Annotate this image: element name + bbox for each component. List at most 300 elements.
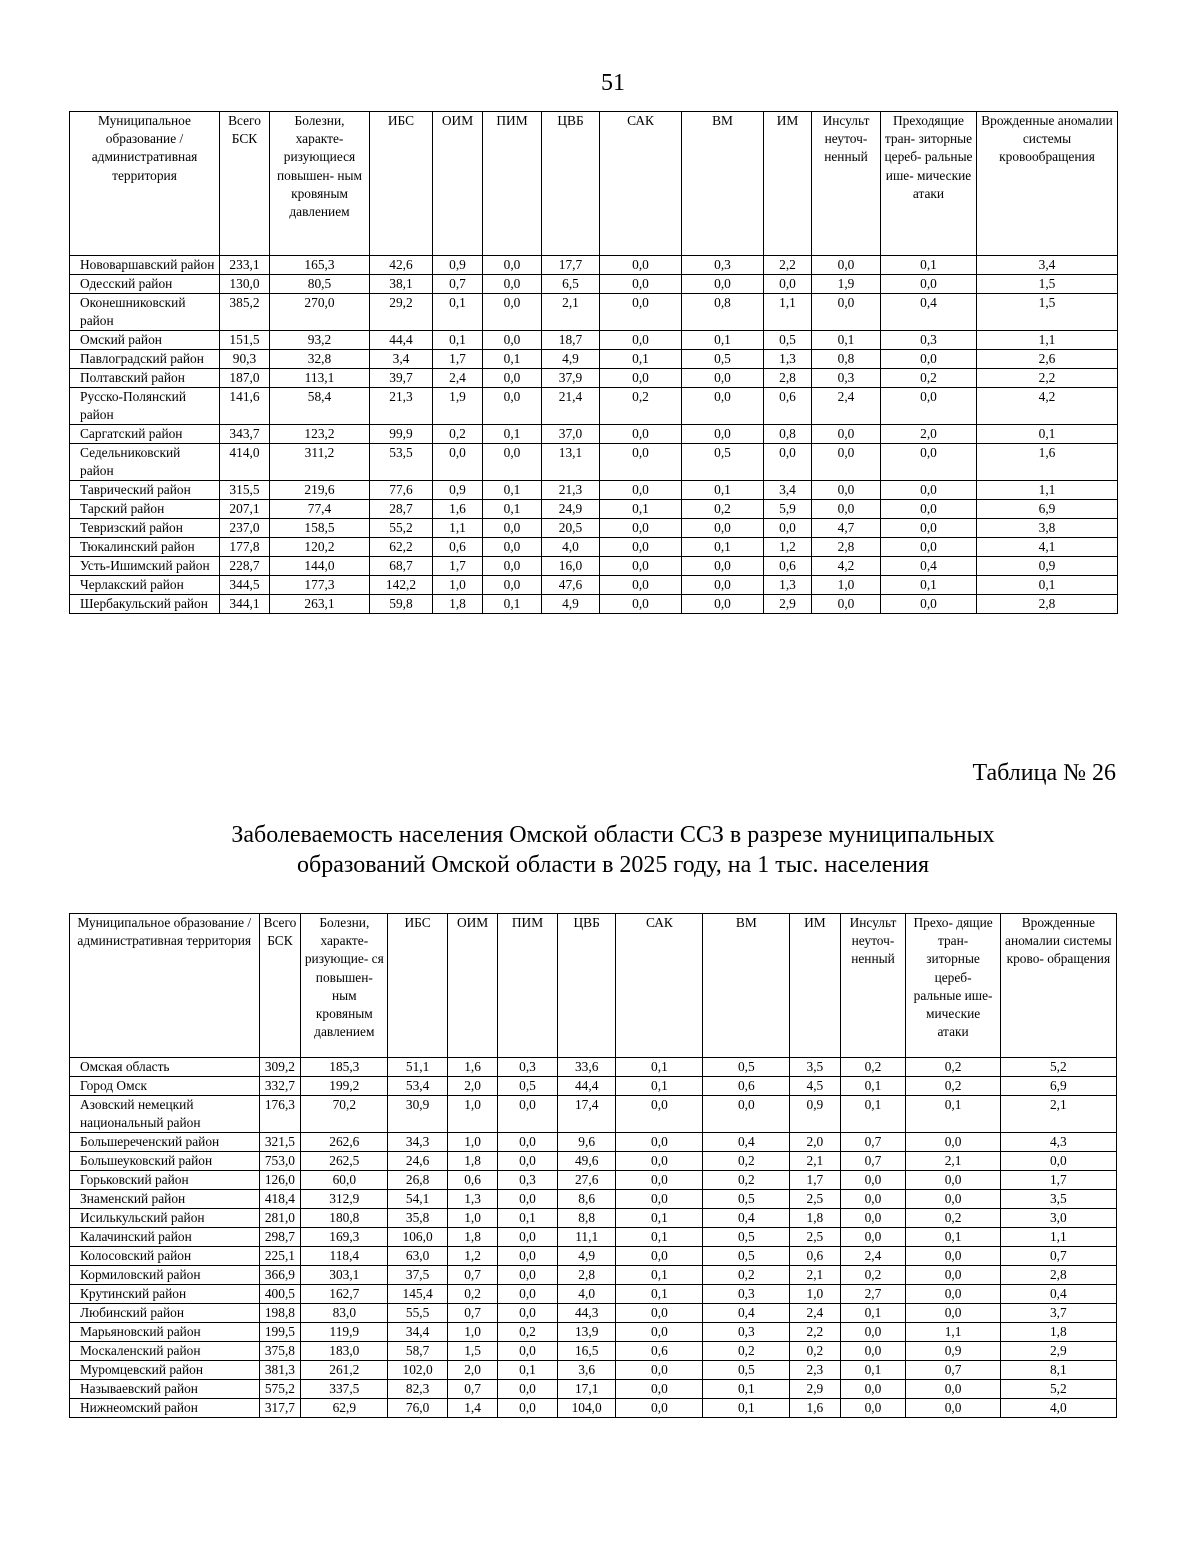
table-cell: 0,7 — [447, 1380, 497, 1399]
table-cell: 177,3 — [270, 576, 370, 595]
row-territory-name: Называевский район — [70, 1380, 260, 1399]
table-row — [70, 369, 1118, 388]
table-cell: 1,0 — [447, 1209, 497, 1228]
table-cell: 28,7 — [370, 500, 433, 519]
table-cell: 0,3 — [881, 331, 977, 350]
column-header: Прехо- дящие тран- зиторные цереб- ральные ише- мические атаки — [906, 914, 1000, 1058]
table-cell: 0,0 — [682, 388, 764, 425]
table-cell: 263,1 — [270, 595, 370, 614]
table-row — [70, 350, 1118, 369]
column-header: ЦВБ — [557, 914, 616, 1058]
table-cell: 0,0 — [600, 331, 682, 350]
table-cell: 2,0 — [790, 1133, 840, 1152]
table-cell: 270,0 — [270, 294, 370, 331]
table-cell: 0,7 — [447, 1266, 497, 1285]
table-cell: 102,0 — [388, 1361, 448, 1380]
table-cell: 0,0 — [703, 1096, 790, 1133]
table-cell: 0,0 — [906, 1266, 1000, 1285]
column-header: Болезни, характе- ризующиеся повышен- ным кровяным давлением — [270, 112, 370, 256]
table-cell: 0,0 — [616, 1133, 703, 1152]
table-cell: 0,1 — [812, 331, 881, 350]
table-cell: 0,0 — [600, 519, 682, 538]
table-cell: 26,8 — [388, 1171, 448, 1190]
table-cell: 0,0 — [498, 1247, 558, 1266]
table-cell: 6,9 — [977, 500, 1118, 519]
table-cell: 0,6 — [703, 1077, 790, 1096]
table-row — [70, 1152, 1117, 1171]
table-cell: 2,9 — [764, 595, 812, 614]
table-row — [70, 538, 1118, 557]
table-cell: 34,3 — [388, 1133, 448, 1152]
table-row — [70, 576, 1118, 595]
table-cell: 0,0 — [764, 275, 812, 294]
table-cell: 317,7 — [259, 1399, 301, 1418]
table-cell: 337,5 — [301, 1380, 388, 1399]
incidence-table-26 — [69, 913, 1117, 1418]
table-cell: 0,0 — [616, 1190, 703, 1209]
table-row — [70, 595, 1118, 614]
row-territory-name: Полтавский район — [70, 369, 220, 388]
table-cell: 1,8 — [447, 1228, 497, 1247]
table-cell: 130,0 — [220, 275, 270, 294]
table-row — [70, 1399, 1117, 1418]
table-cell: 0,1 — [840, 1304, 906, 1323]
table-cell: 1,2 — [447, 1247, 497, 1266]
table-cell: 366,9 — [259, 1266, 301, 1285]
table-cell: 0,0 — [812, 425, 881, 444]
table-cell: 298,7 — [259, 1228, 301, 1247]
table-cell: 0,3 — [703, 1285, 790, 1304]
table-cell: 1,7 — [433, 557, 483, 576]
table-cell: 0,1 — [483, 425, 542, 444]
table-cell: 0,0 — [840, 1380, 906, 1399]
table-cell: 418,4 — [259, 1190, 301, 1209]
table-header-row — [70, 914, 1117, 1058]
table-cell: 2,4 — [790, 1304, 840, 1323]
table-cell: 2,1 — [542, 294, 600, 331]
table-cell: 0,0 — [881, 538, 977, 557]
table-cell: 0,0 — [812, 294, 881, 331]
column-header: Муниципальное образование / административная территория — [70, 914, 260, 1058]
table-cell: 53,5 — [370, 444, 433, 481]
table-cell: 1,1 — [977, 331, 1118, 350]
table-cell: 34,4 — [388, 1323, 448, 1342]
table-row — [70, 1190, 1117, 1209]
column-header: САК — [600, 112, 682, 256]
table-cell: 0,0 — [812, 500, 881, 519]
table-cell: 0,0 — [498, 1190, 558, 1209]
table-cell: 199,2 — [301, 1077, 388, 1096]
table-cell: 2,1 — [1000, 1096, 1116, 1133]
table-cell: 0,3 — [498, 1171, 558, 1190]
column-header: Муниципальное образование / административная территория — [70, 112, 220, 256]
table-cell: 0,1 — [906, 1096, 1000, 1133]
table-cell: 1,9 — [433, 388, 483, 425]
row-territory-name: Русско-Полянский район — [70, 388, 220, 425]
table-cell: 1,1 — [764, 294, 812, 331]
table-cell: 261,2 — [301, 1361, 388, 1380]
table-cell: 24,9 — [542, 500, 600, 519]
table-cell: 0,0 — [498, 1266, 558, 1285]
table-cell: 385,2 — [220, 294, 270, 331]
table-cell: 2,1 — [790, 1266, 840, 1285]
table-cell: 1,0 — [433, 576, 483, 595]
table-cell: 0,1 — [616, 1058, 703, 1077]
table-cell: 0,0 — [682, 369, 764, 388]
column-header: ОИМ — [433, 112, 483, 256]
table-cell: 1,3 — [447, 1190, 497, 1209]
table-row — [70, 481, 1118, 500]
table-cell: 0,0 — [682, 576, 764, 595]
table-cell: 0,1 — [977, 576, 1118, 595]
table-cell: 2,9 — [1000, 1342, 1116, 1361]
table-row — [70, 1058, 1117, 1077]
table-cell: 0,0 — [812, 481, 881, 500]
table-cell: 4,2 — [812, 557, 881, 576]
table-cell: 0,0 — [498, 1342, 558, 1361]
table-row — [70, 1171, 1117, 1190]
table-cell: 0,1 — [682, 481, 764, 500]
table-cell: 123,2 — [270, 425, 370, 444]
table-cell: 281,0 — [259, 1209, 301, 1228]
table-cell: 0,0 — [483, 294, 542, 331]
table-cell: 0,1 — [977, 425, 1118, 444]
table-row — [70, 1209, 1117, 1228]
table-cell: 37,9 — [542, 369, 600, 388]
table-cell: 49,6 — [557, 1152, 616, 1171]
table-cell: 0,0 — [812, 595, 881, 614]
table-cell: 38,1 — [370, 275, 433, 294]
table-cell: 2,8 — [977, 595, 1118, 614]
table-cell: 2,0 — [881, 425, 977, 444]
table-cell: 0,1 — [840, 1096, 906, 1133]
table-cell: 3,4 — [977, 256, 1118, 275]
table-cell: 0,0 — [600, 538, 682, 557]
table-cell: 0,0 — [840, 1323, 906, 1342]
table-cell: 177,8 — [220, 538, 270, 557]
table-cell: 0,5 — [682, 350, 764, 369]
table-cell: 1,2 — [764, 538, 812, 557]
table-cell: 0,0 — [840, 1190, 906, 1209]
table-cell: 185,3 — [301, 1058, 388, 1077]
table-row — [70, 1247, 1117, 1266]
table-cell: 1,8 — [433, 595, 483, 614]
table-cell: 165,3 — [270, 256, 370, 275]
table-cell: 0,8 — [764, 425, 812, 444]
table-cell: 0,7 — [840, 1152, 906, 1171]
table-cell: 4,9 — [542, 595, 600, 614]
table-cell: 0,1 — [483, 500, 542, 519]
table-cell: 162,7 — [301, 1285, 388, 1304]
table-cell: 0,8 — [812, 350, 881, 369]
table-cell: 58,4 — [270, 388, 370, 425]
table-cell: 0,2 — [447, 1285, 497, 1304]
table-cell: 2,2 — [977, 369, 1118, 388]
table-cell: 1,0 — [812, 576, 881, 595]
table-cell: 2,8 — [1000, 1266, 1116, 1285]
table-number: Таблица № 26 — [972, 760, 1116, 786]
table-cell: 1,0 — [447, 1133, 497, 1152]
table-cell: 151,5 — [220, 331, 270, 350]
table-cell: 0,2 — [703, 1171, 790, 1190]
row-territory-name: Седельниковский район — [70, 444, 220, 481]
table-cell: 0,0 — [682, 519, 764, 538]
table-cell: 753,0 — [259, 1152, 301, 1171]
table-row — [70, 500, 1118, 519]
table-cell: 142,2 — [370, 576, 433, 595]
table-caption — [0, 820, 1200, 880]
table-cell: 0,6 — [447, 1171, 497, 1190]
table-cell: 0,0 — [483, 538, 542, 557]
table-cell: 0,1 — [682, 331, 764, 350]
row-territory-name: Кормиловский район — [70, 1266, 260, 1285]
table-cell: 126,0 — [259, 1171, 301, 1190]
row-territory-name: Шербакульский район — [70, 595, 220, 614]
table-cell: 0,6 — [764, 557, 812, 576]
table-cell: 77,6 — [370, 481, 433, 500]
table-row — [70, 1304, 1117, 1323]
table-cell: 344,1 — [220, 595, 270, 614]
table-cell: 0,0 — [616, 1247, 703, 1266]
table-cell: 0,0 — [840, 1171, 906, 1190]
table-cell: 0,0 — [682, 557, 764, 576]
row-territory-name: Исилькульский район — [70, 1209, 260, 1228]
table-cell: 119,9 — [301, 1323, 388, 1342]
row-territory-name: Тюкалинский район — [70, 538, 220, 557]
table-cell: 0,1 — [498, 1361, 558, 1380]
table-cell: 321,5 — [259, 1133, 301, 1152]
table-cell: 0,0 — [906, 1190, 1000, 1209]
table-cell: 0,9 — [906, 1342, 1000, 1361]
table-cell: 44,3 — [557, 1304, 616, 1323]
table-cell: 5,9 — [764, 500, 812, 519]
table-cell: 0,0 — [840, 1399, 906, 1418]
table-cell: 0,0 — [906, 1399, 1000, 1418]
table-cell: 21,4 — [542, 388, 600, 425]
table-cell: 0,0 — [498, 1380, 558, 1399]
table-cell: 4,1 — [977, 538, 1118, 557]
table-cell: 0,5 — [703, 1247, 790, 1266]
table-cell: 1,0 — [447, 1096, 497, 1133]
table-row — [70, 256, 1118, 275]
table-cell: 199,5 — [259, 1323, 301, 1342]
table-cell: 4,0 — [557, 1285, 616, 1304]
table-cell: 1,6 — [433, 500, 483, 519]
table-cell: 2,9 — [790, 1380, 840, 1399]
table-cell: 120,2 — [270, 538, 370, 557]
table-cell: 0,1 — [881, 256, 977, 275]
table-cell: 0,0 — [906, 1285, 1000, 1304]
table-row — [70, 1323, 1117, 1342]
table-cell: 0,0 — [812, 444, 881, 481]
table-cell: 0,8 — [682, 294, 764, 331]
table-cell: 0,0 — [498, 1285, 558, 1304]
table-cell: 2,2 — [790, 1323, 840, 1342]
table-cell: 144,0 — [270, 557, 370, 576]
table-cell: 5,2 — [1000, 1380, 1116, 1399]
table-cell: 2,4 — [433, 369, 483, 388]
row-territory-name: Оконешниковский район — [70, 294, 220, 331]
table-cell: 0,4 — [703, 1133, 790, 1152]
table-cell: 575,2 — [259, 1380, 301, 1399]
table-cell: 0,0 — [483, 519, 542, 538]
table-cell: 1,1 — [906, 1323, 1000, 1342]
table-cell: 0,2 — [433, 425, 483, 444]
table-cell: 4,9 — [557, 1247, 616, 1266]
table-cell: 4,2 — [977, 388, 1118, 425]
row-territory-name: Москаленский район — [70, 1342, 260, 1361]
table-cell: 2,8 — [812, 538, 881, 557]
column-header: ВМ — [682, 112, 764, 256]
table-cell: 0,5 — [682, 444, 764, 481]
table-cell: 70,2 — [301, 1096, 388, 1133]
table-cell: 17,4 — [557, 1096, 616, 1133]
table-cell: 1,3 — [764, 576, 812, 595]
table-row — [70, 1361, 1117, 1380]
table-cell: 0,0 — [906, 1380, 1000, 1399]
table-cell: 13,1 — [542, 444, 600, 481]
table-cell: 80,5 — [270, 275, 370, 294]
table-cell: 0,5 — [703, 1361, 790, 1380]
table-cell: 3,4 — [764, 481, 812, 500]
table-cell: 0,0 — [600, 444, 682, 481]
table-cell: 0,0 — [881, 388, 977, 425]
table-cell: 0,2 — [682, 500, 764, 519]
table-cell: 0,1 — [616, 1077, 703, 1096]
table-row — [70, 1380, 1117, 1399]
table-cell: 145,4 — [388, 1285, 448, 1304]
table-cell: 0,7 — [433, 275, 483, 294]
table-cell: 113,1 — [270, 369, 370, 388]
table-cell: 5,2 — [1000, 1058, 1116, 1077]
table-cell: 332,7 — [259, 1077, 301, 1096]
table-cell: 0,0 — [483, 388, 542, 425]
table-cell: 0,3 — [682, 256, 764, 275]
row-territory-name: Знаменский район — [70, 1190, 260, 1209]
row-territory-name: Черлакский район — [70, 576, 220, 595]
table-cell: 32,8 — [270, 350, 370, 369]
table-cell: 0,0 — [616, 1152, 703, 1171]
table-cell: 1,5 — [977, 275, 1118, 294]
table-cell: 0,0 — [600, 595, 682, 614]
table-row — [70, 1266, 1117, 1285]
table-cell: 0,1 — [498, 1209, 558, 1228]
table-cell: 0,0 — [840, 1228, 906, 1247]
row-territory-name: Колосовский район — [70, 1247, 260, 1266]
table-cell: 1,5 — [977, 294, 1118, 331]
column-header: ИМ — [790, 914, 840, 1058]
table-cell: 0,9 — [790, 1096, 840, 1133]
table-cell: 24,6 — [388, 1152, 448, 1171]
table-cell: 0,6 — [616, 1342, 703, 1361]
table-cell: 4,7 — [812, 519, 881, 538]
table-cell: 0,0 — [906, 1171, 1000, 1190]
table-cell: 311,2 — [270, 444, 370, 481]
table-cell: 106,0 — [388, 1228, 448, 1247]
table-cell: 29,2 — [370, 294, 433, 331]
table-cell: 0,3 — [498, 1058, 558, 1077]
table-cell: 0,1 — [616, 1209, 703, 1228]
table-cell: 4,3 — [1000, 1133, 1116, 1152]
table-row — [70, 425, 1118, 444]
column-header: ИБС — [388, 914, 448, 1058]
table-cell: 62,2 — [370, 538, 433, 557]
table-cell: 0,0 — [906, 1304, 1000, 1323]
table-cell: 90,3 — [220, 350, 270, 369]
table-cell: 17,7 — [542, 256, 600, 275]
table-cell: 0,0 — [812, 256, 881, 275]
table-cell: 0,2 — [790, 1342, 840, 1361]
table-cell: 55,2 — [370, 519, 433, 538]
table-cell: 0,0 — [498, 1096, 558, 1133]
caption-line-1: Заболеваемость населения Омской области ССЗ в разрезе муниципальных — [231, 822, 995, 848]
table-cell: 0,2 — [840, 1266, 906, 1285]
table-cell: 228,7 — [220, 557, 270, 576]
table-cell: 55,5 — [388, 1304, 448, 1323]
table-cell: 0,0 — [682, 275, 764, 294]
column-header: ПИМ — [498, 914, 558, 1058]
table-cell: 8,1 — [1000, 1361, 1116, 1380]
table-cell: 21,3 — [542, 481, 600, 500]
table-cell: 0,0 — [483, 331, 542, 350]
table-cell: 0,0 — [881, 444, 977, 481]
table-cell: 27,6 — [557, 1171, 616, 1190]
table-row — [70, 1342, 1117, 1361]
column-header: САК — [616, 914, 703, 1058]
table-cell: 9,6 — [557, 1133, 616, 1152]
table-cell: 42,6 — [370, 256, 433, 275]
table-cell: 77,4 — [270, 500, 370, 519]
table-cell: 2,7 — [840, 1285, 906, 1304]
table-cell: 58,7 — [388, 1342, 448, 1361]
table-cell: 375,8 — [259, 1342, 301, 1361]
table-cell: 1,7 — [1000, 1171, 1116, 1190]
table-row — [70, 1228, 1117, 1247]
table-row — [70, 444, 1118, 481]
table-cell: 0,6 — [790, 1247, 840, 1266]
table-cell: 3,4 — [370, 350, 433, 369]
table-cell: 0,0 — [600, 275, 682, 294]
table-row — [70, 275, 1118, 294]
table-row — [70, 388, 1118, 425]
column-header: ПИМ — [483, 112, 542, 256]
row-territory-name: Любинский район — [70, 1304, 260, 1323]
table-cell: 82,3 — [388, 1380, 448, 1399]
table-cell: 158,5 — [270, 519, 370, 538]
table-cell: 381,3 — [259, 1361, 301, 1380]
table-body — [70, 1058, 1117, 1418]
row-territory-name: Большереченский район — [70, 1133, 260, 1152]
table-cell: 0,1 — [616, 1285, 703, 1304]
row-territory-name: Саргатский район — [70, 425, 220, 444]
table-cell: 1,6 — [790, 1399, 840, 1418]
table-cell: 4,0 — [1000, 1399, 1116, 1418]
row-territory-name: Павлоградский район — [70, 350, 220, 369]
table-cell: 0,9 — [977, 557, 1118, 576]
table-cell: 0,0 — [881, 595, 977, 614]
table-cell: 0,0 — [840, 1209, 906, 1228]
table-cell: 0,5 — [764, 331, 812, 350]
table-cell: 0,1 — [433, 331, 483, 350]
table-cell: 1,0 — [447, 1323, 497, 1342]
table-cell: 83,0 — [301, 1304, 388, 1323]
table-cell: 1,4 — [447, 1399, 497, 1418]
row-territory-name: Азовский немецкий национальный район — [70, 1096, 260, 1133]
table-row — [70, 1133, 1117, 1152]
table-cell: 0,0 — [600, 576, 682, 595]
table-cell: 20,5 — [542, 519, 600, 538]
table-body — [70, 256, 1118, 614]
